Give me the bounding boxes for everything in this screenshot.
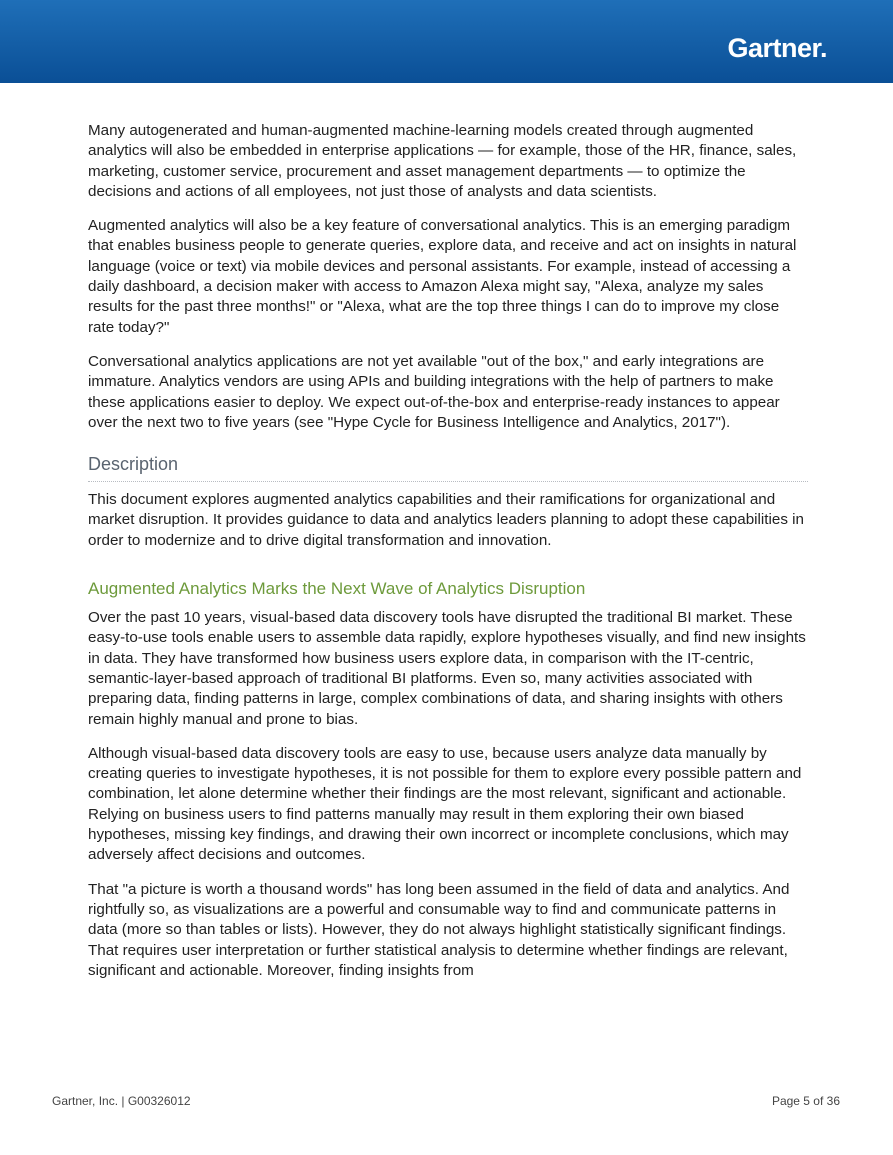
document-body (88, 121, 808, 995)
body-paragraph: That "a picture is worth a thousand words" has long been assumed in the field of data and analytics. And rightfully so, as visualizations are a powerful and consumable way to find and communicate patterns in data (more so than tables or lists). However, they do not always highlight statistically significant findings. That requires user interpretation or further statistical analysis to determine whether findings are relevant, significant and actionable. Moreover, finding insights from (88, 880, 790, 979)
description-paragraph: This document explores augmented analytics capabilities and their ramifications for organizational and market disruption. It provides guidance to data and analytics leaders planning to adopt these capabilities in order to modernize and to drive digital transformation and innovation. (88, 491, 804, 549)
gartner-logo: Gartner. (727, 33, 827, 63)
footer-page-number: Page 5 of 36 (771, 1094, 840, 1108)
footer-document-id: Gartner, Inc. | G00326012 (52, 1094, 191, 1108)
body-paragraph: Many autogenerated and human-augmented machine-learning models created through augmented analytics will also be embedded in enterprise applications — for example, those of the HR, finance, sales, marketing, customer service, procurement and asset management departments — to optimize the decisions and actions of all employees, not just those of analysts and data scientists. (88, 122, 797, 200)
body-paragraph: Augmented analytics will also be a key feature of conversational analytics. This is an emerging paradigm that enables business people to generate queries, explore data, and receive and act on insights in natural language (voice or text) via mobile devices and personal assistants. For example, instead of accessing a daily dashboard, a decision maker with access to Amazon Alexa might say, "Alexa, analyze my sales results for the past three months!" or "Alexa, what are the top three things I can do to improve my close rate today?" (88, 217, 797, 336)
body-paragraph: Over the past 10 years, visual-based data discovery tools have disrupted the traditional BI market. These easy-to-use tools enable users to assemble data rapidly, explore hypotheses visually, and find new insights in data. They have transformed how business users explore data, in comparison with the IT-centric, semantic-layer-based approach of traditional BI platforms. Even so, many activities associated with preparing data, finding patterns in large, complex combinations of data, and sharing insights with others remain highly manual and prone to bias. (88, 609, 806, 728)
section-heading: Augmented Analytics Marks the Next Wave of Analytics Disruption (88, 579, 586, 599)
body-paragraph: Conversational analytics applications are not yet available "out of the box," and early integrations are immature. Analytics vendors are using APIs and building integrations with the help of partners to make these applications easier to deploy. We expect out-of-the-box and enterprise-ready instances to appear over the next two to five years (see "Hype Cycle for Business Intelligence and Analytics, 2017"). (88, 352, 780, 431)
page-header-banner (0, 0, 893, 83)
body-paragraph: Although visual-based data discovery tools are easy to use, because users analyze data manually by creating queries to investigate hypotheses, it is not possible for them to explore every possible pattern and combination, let alone determine whether their findings are the most relevant, significant and actionable. Relying on business users to find patterns manually may result in them exploring their own biased hypotheses, missing key findings, and drawing their own incorrect or incomplete conclusions, which may adversely affect decisions and outcomes. (88, 744, 802, 864)
description-heading: Description (88, 453, 808, 482)
